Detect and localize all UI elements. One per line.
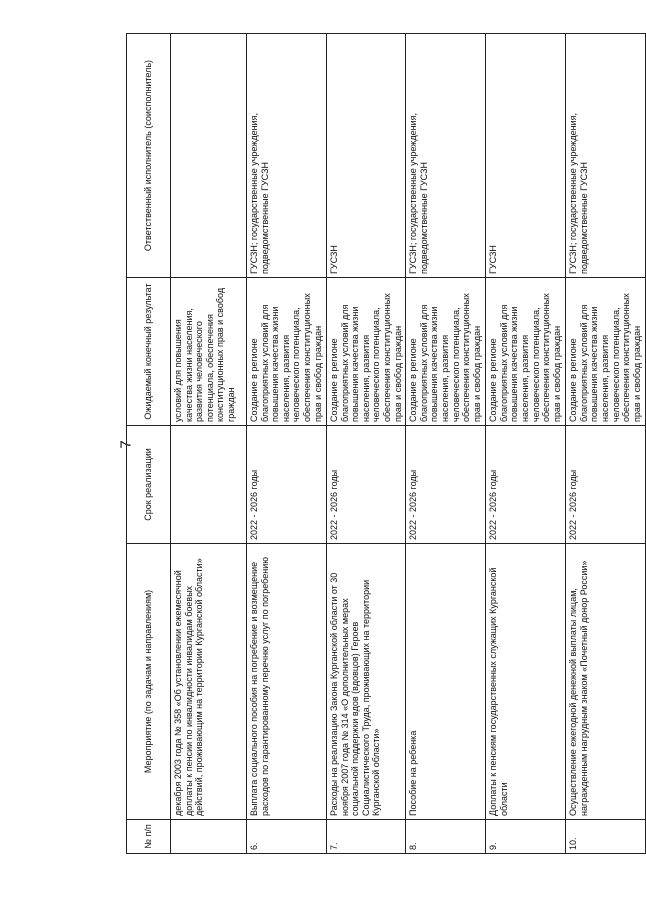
row-event: Осуществление ежегодной денежной выплаты лицам, награжденным нагрудным знаком «Почетный донор России» [566,544,645,820]
header-num: № п/п [127,820,171,854]
table-row [486,34,566,854]
row-executor: ГУСЗН; государственные учреждения, подведомственные ГУСЗН [406,34,486,278]
row-num [171,820,247,854]
row-event: Выплата социального пособия на погребение и возмещение расходов по гарантированному перечню услуг по погребению [247,544,327,820]
header-term: Срок реализации [127,426,171,544]
rotated-table-container [126,34,642,854]
header-result: Ожидаемый конечный результат [127,278,171,426]
row-term [171,426,247,544]
row-executor: ГУСЗН; государственные учреждения, подведомственные ГУСЗН [566,34,645,278]
header-executor: Ответственный исполнитель (соисполнитель) [127,34,171,278]
row-num: 10. [566,820,645,854]
row-num: 7. [327,820,406,854]
row-term: 2022 - 2026 годы [486,426,566,544]
row-term: 2022 - 2026 годы [406,426,486,544]
table-row [406,34,486,854]
row-executor: ГУСЗН [327,34,406,278]
row-executor [171,34,247,278]
row-result: Создание в регионе благоприятных условий для повышения качества жизни населения, развития человеческого потенциала, обеспечения конституционных прав и свобод граждан [247,278,327,426]
row-num: 8. [406,820,486,854]
row-event: Доплаты к пенсиям государственных служащих Курганской области [486,544,566,820]
table-row [566,34,645,854]
row-result: Создание в регионе благоприятных условий для повышения качества жизни населения, развития человеческого потенциала, обеспечения конституционных прав и свобод граждан [566,278,645,426]
row-num: 6. [247,820,327,854]
row-result: условий для повышения качества жизни населения, развития человеческого потенциала, обеспечения конституционных прав и свобод граждан [171,278,247,426]
table-row [327,34,406,854]
row-result: Создание в регионе благоприятных условий для повышения качества жизни населения, развития человеческого потенциала, обеспечения конституционных прав и свобод граждан [327,278,406,426]
row-result: Создание в регионе благоприятных условий для повышения качества жизни населения, развития человеческого потенциала, обеспечения конституционных прав и свобод граждан [406,278,486,426]
row-event: декабря 2003 года № 358 «Об установлении ежемесячной доплаты к пенсии по инвалидности инвалидам боевых действий, проживающим на территории Курганской области» [171,544,247,820]
row-term: 2022 - 2026 годы [566,426,645,544]
header-event: Мероприятие (по задачам и направлениям) [127,544,171,820]
table-row [171,34,247,854]
row-term: 2022 - 2026 годы [247,426,327,544]
row-term: 2022 - 2026 годы [327,426,406,544]
table-row [247,34,327,854]
page-number: 7 [117,440,135,449]
table-header-row [127,34,171,854]
row-result: Создание в регионе благоприятных условий для повышения качества жизни населения, развития человеческого потенциала, обеспечения конституционных прав и свобод граждан [486,278,566,426]
measures-table [126,33,646,854]
row-event: Пособие на ребенка [406,544,486,820]
row-event: Расходы на реализацию Закона Курганской области от 30 ноября 2007 года № 314 «О дополнительных мерах социальной поддержки вдов (вдовцов) Героев Социалистического Труда, проживающих на территории Курганской области» [327,544,406,820]
row-num: 9. [486,820,566,854]
row-executor: ГУСЗН [486,34,566,278]
row-executor: ГУСЗН; государственные учреждения, подведомственные ГУСЗН [247,34,327,278]
